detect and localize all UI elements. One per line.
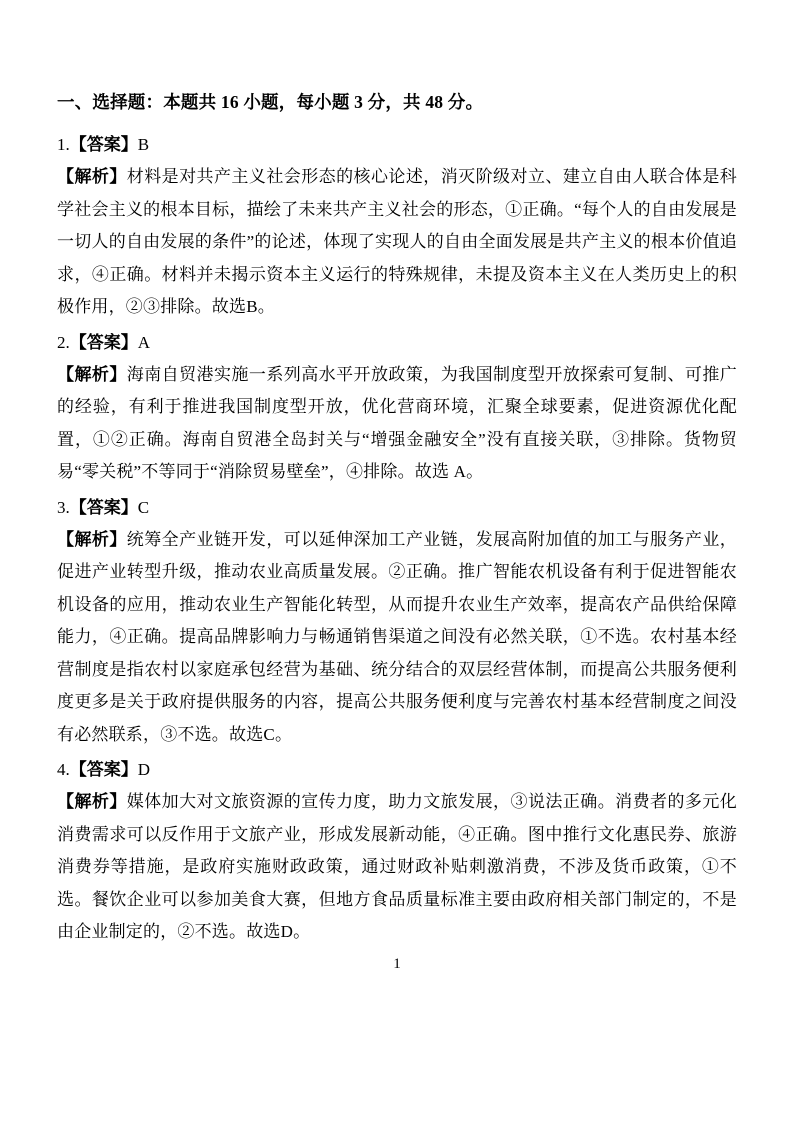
answer-value: C (137, 497, 150, 517)
page-number: 1 (393, 956, 401, 972)
question-block-4 (57, 753, 737, 949)
question-block-1 (57, 128, 737, 324)
analysis-label: 【解析】 (57, 167, 127, 186)
answer-label: 【答案】 (69, 135, 138, 154)
question-block-3 (57, 491, 737, 752)
analysis-label: 【解析】 (57, 792, 127, 811)
answer-value: B (137, 135, 150, 154)
question-block-2 (57, 326, 737, 489)
question-number: 4. (57, 760, 70, 779)
analysis-label: 【解析】 (57, 529, 127, 549)
answer-line (57, 128, 737, 161)
analysis-text: 统筹全产业链开发，可以延伸深加工产业链，发展高附加值的加工与服务产业，促进产业转型升级，推动农业高质量发展。②正确。推广智能农机设备有利于促进智能农机设备的应用，推动农业生产智能化转型，从而提升农业生产效率，提高农产品供给保障能力，④正确。提高品牌影响力与畅通销售渠道之间没有必然关联，①不选。农村基本经营制度是指农村以家庭承包经营为基础、统分结合的双层经营体制，而提高公共服务便利度更多是关于政府提供服务的内容，提高公共服务便利度与完善农村基本经营制度之间没有必然联系，③不选。故选C。 (57, 529, 737, 744)
answer-line (57, 491, 737, 524)
question-number: 1. (57, 135, 70, 154)
analysis-text: 媒体加大对文旅资源的宣传力度，助力文旅发展，③说法正确。消费者的多元化消费需求可以反作用于文旅产业，形成发展新动能，④正确。图中推行文化惠民券、旅游消费券等措施，是政府实施财政政策，通过财政补贴刺激消费，不涉及货币政策，①不选。餐饮企业可以参加美食大赛，但地方食品质量标准主要由政府相关部门制定的，不是由企业制定的，②不选。故选D。 (57, 792, 737, 941)
analysis-paragraph (57, 161, 737, 324)
analysis-text: 材料是对共产主义社会形态的核心论述，消灭阶级对立、建立自由人联合体是科学社会主义的根本目标，描绘了未来共产主义社会的形态，①正确。“每个人的自由发展是一切人的自由发展的条件”的论述，体现了实现人的自由全面发展是共产主义的根本价值追求，④正确。材料并未揭示资本主义运行的特殊规律，未提及资本主义在人类历史上的积极作用，②③排除。故选B。 (57, 167, 737, 316)
analysis-paragraph (57, 359, 737, 489)
analysis-label: 【解析】 (57, 364, 127, 384)
section-title: 一、选择题：本题共 16 小题，每小题 3 分，共 48 分。 (57, 92, 484, 112)
question-number: 2. (57, 332, 70, 352)
analysis-text: 海南自贸港实施一系列高水平开放政策，为我国制度型开放探索可复制、可推广的经验，有利于推进我国制度型开放，优化营商环境，汇聚全球要素，促进资源优化配置，①②正确。海南自贸港全岛封关与“增强金融安全”没有直接关联，③排除。货物贸易“零关税”不等同于“消除贸易壁垒”，④排除。故选 A。 (57, 364, 737, 481)
analysis-paragraph (57, 786, 737, 949)
answer-value: A (137, 332, 151, 352)
analysis-paragraph (57, 524, 737, 752)
answer-label: 【答案】 (69, 332, 138, 352)
answer-line (57, 753, 737, 786)
answer-line (57, 326, 737, 359)
answer-label: 【答案】 (69, 760, 138, 779)
answer-value: D (137, 760, 151, 779)
question-number: 3. (57, 497, 70, 517)
answer-label: 【答案】 (69, 497, 138, 517)
